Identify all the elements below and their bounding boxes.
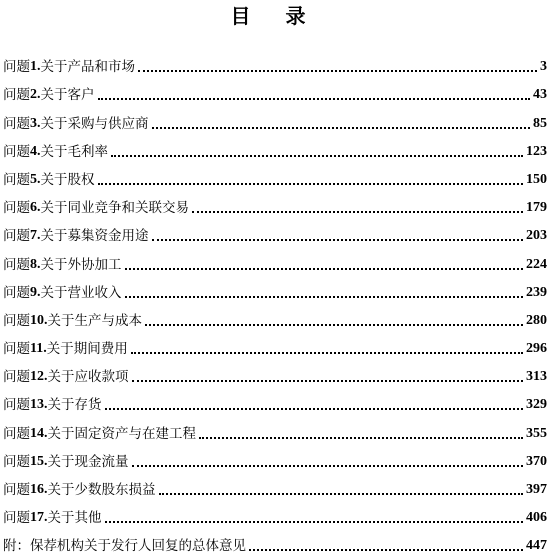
toc-entry-number: 1. [30, 59, 41, 75]
toc-entry-number: 17. [30, 510, 48, 526]
toc-entry[interactable] [3, 526, 547, 554]
toc-entry[interactable] [3, 413, 547, 441]
toc-entry-prefix: 问题 [3, 425, 30, 442]
toc-entry-number: 4. [30, 143, 41, 159]
toc-entry-prefix: 问题 [3, 341, 30, 358]
toc-entry-page-number: 406 [526, 510, 547, 526]
toc-dot-leader [98, 183, 524, 185]
toc-entry-page-number: 280 [526, 312, 547, 328]
toc-dot-leader [159, 493, 524, 495]
toc-dot-leader [199, 437, 523, 439]
toc-entry-page-number: 447 [526, 538, 547, 554]
toc-entry[interactable] [3, 132, 547, 160]
toc-entry-prefix: 问题 [3, 256, 30, 273]
toc-entry-label: 关于期间费用 [46, 341, 128, 358]
toc-dot-leader [249, 549, 523, 551]
toc-entry-prefix: 问题 [3, 284, 30, 301]
toc-entry-page-number: 85 [533, 115, 547, 131]
toc-entry[interactable] [3, 160, 547, 188]
toc-entry[interactable] [3, 103, 547, 131]
toc-entry[interactable] [3, 301, 547, 329]
toc-entry-number: 14. [30, 425, 48, 441]
toc-dot-leader [152, 127, 531, 129]
toc-dot-leader [152, 239, 524, 241]
toc-entry-number: 9. [30, 284, 41, 300]
toc-entry-prefix: 问题 [3, 312, 30, 329]
toc-dot-leader [105, 408, 524, 410]
toc-list [3, 47, 547, 554]
toc-entry-page-number: 239 [526, 284, 547, 300]
toc-entry-number: 8. [30, 256, 41, 272]
toc-entry-label: 关于少数股东损益 [47, 482, 156, 498]
toc-entry[interactable] [3, 244, 547, 272]
toc-entry-label: 关于募集资金用途 [40, 228, 149, 245]
toc-dot-leader [125, 296, 524, 298]
toc-entry-prefix: 问题 [3, 482, 30, 498]
toc-dot-leader [105, 521, 524, 523]
toc-entry-label: 关于存货 [47, 397, 102, 414]
toc-entry[interactable] [3, 470, 547, 498]
toc-entry-page-number: 179 [526, 200, 547, 216]
toc-entry[interactable] [3, 216, 547, 244]
toc-entry-prefix: 问题 [3, 143, 30, 160]
toc-entry-label: 关于客户 [40, 87, 95, 104]
toc-entry-label: 关于同业竞争和关联交易 [40, 200, 189, 217]
toc-entry[interactable] [3, 442, 547, 470]
toc-entry-label: 保荐机构关于发行人回复的总体意见 [30, 538, 246, 554]
toc-dot-leader [98, 98, 531, 100]
toc-entry-number: 6. [30, 200, 41, 216]
toc-entry-page-number: 3 [540, 59, 547, 75]
toc-entry-label: 关于应收款项 [47, 369, 129, 386]
toc-dot-leader [131, 352, 523, 354]
toc-entry-page-number: 224 [526, 256, 547, 272]
toc-entry[interactable] [3, 273, 547, 301]
toc-entry[interactable] [3, 385, 547, 413]
toc-entry-prefix: 问题 [3, 510, 30, 527]
toc-entry-prefix: 问题 [3, 453, 30, 470]
toc-entry[interactable] [3, 498, 547, 526]
toc-entry-number: 2. [30, 87, 41, 103]
toc-title: 目 录 [230, 4, 320, 28]
toc-entry-prefix: 问题 [3, 59, 30, 76]
toc-entry-prefix: 问题 [3, 397, 30, 414]
toc-entry[interactable] [3, 47, 547, 75]
toc-entry-page-number: 43 [533, 87, 547, 103]
toc-dot-leader [111, 155, 523, 157]
toc-entry-label: 关于生产与成本 [47, 312, 142, 329]
toc-dot-leader [132, 465, 524, 467]
toc-dot-leader [125, 268, 524, 270]
toc-dot-leader [132, 380, 524, 382]
toc-entry-number: 15. [30, 453, 48, 469]
toc-entry[interactable] [3, 188, 547, 216]
toc-entry-page-number: 296 [526, 341, 547, 357]
toc-entry-prefix: 问题 [3, 171, 30, 188]
toc-entry-page-number: 370 [526, 453, 547, 469]
toc-dot-leader [138, 70, 537, 72]
toc-entry-label: 关于固定资产与在建工程 [47, 425, 196, 442]
toc-entry-label: 关于现金流量 [47, 453, 129, 470]
toc-entry-prefix: 问题 [3, 228, 30, 245]
toc-entry-label: 关于其他 [47, 510, 102, 527]
toc-entry-number: 11. [30, 341, 47, 357]
toc-entry-label: 关于产品和市场 [40, 59, 135, 76]
toc-entry-page-number: 355 [526, 425, 547, 441]
toc-entry-page-number: 150 [526, 171, 547, 187]
toc-entry-number: 16. [30, 482, 48, 497]
toc-entry-prefix: 问题 [3, 200, 30, 217]
toc-entry-number: 10. [30, 312, 48, 328]
toc-entry-label: 关于采购与供应商 [40, 115, 149, 132]
toc-entry-page-number: 313 [526, 369, 547, 385]
toc-entry-label: 关于外协加工 [40, 256, 122, 273]
toc-entry-label: 关于营业收入 [40, 284, 122, 301]
toc-entry-prefix: 附： [3, 538, 30, 554]
toc-entry-prefix: 问题 [3, 115, 30, 132]
toc-entry-page-number: 329 [526, 397, 547, 413]
toc-entry-label: 关于股权 [40, 171, 95, 188]
toc-entry-number: 5. [30, 171, 41, 187]
toc-entry-label: 关于毛利率 [40, 143, 108, 160]
toc-entry-number: 12. [30, 369, 48, 385]
toc-entry[interactable] [3, 329, 547, 357]
toc-entry-page-number: 123 [526, 143, 547, 159]
toc-entry[interactable] [3, 357, 547, 385]
toc-dot-leader [145, 324, 523, 326]
toc-entry-page-number: 203 [526, 228, 547, 244]
toc-dot-leader [192, 211, 523, 213]
toc-entry-number: 3. [30, 115, 41, 131]
toc-entry-prefix: 问题 [3, 369, 30, 386]
toc-entry[interactable] [3, 75, 547, 103]
toc-entry-number: 13. [30, 397, 48, 413]
toc-entry-page-number: 397 [526, 482, 547, 497]
toc-entry-prefix: 问题 [3, 87, 30, 104]
toc-entry-number: 7. [30, 228, 41, 244]
